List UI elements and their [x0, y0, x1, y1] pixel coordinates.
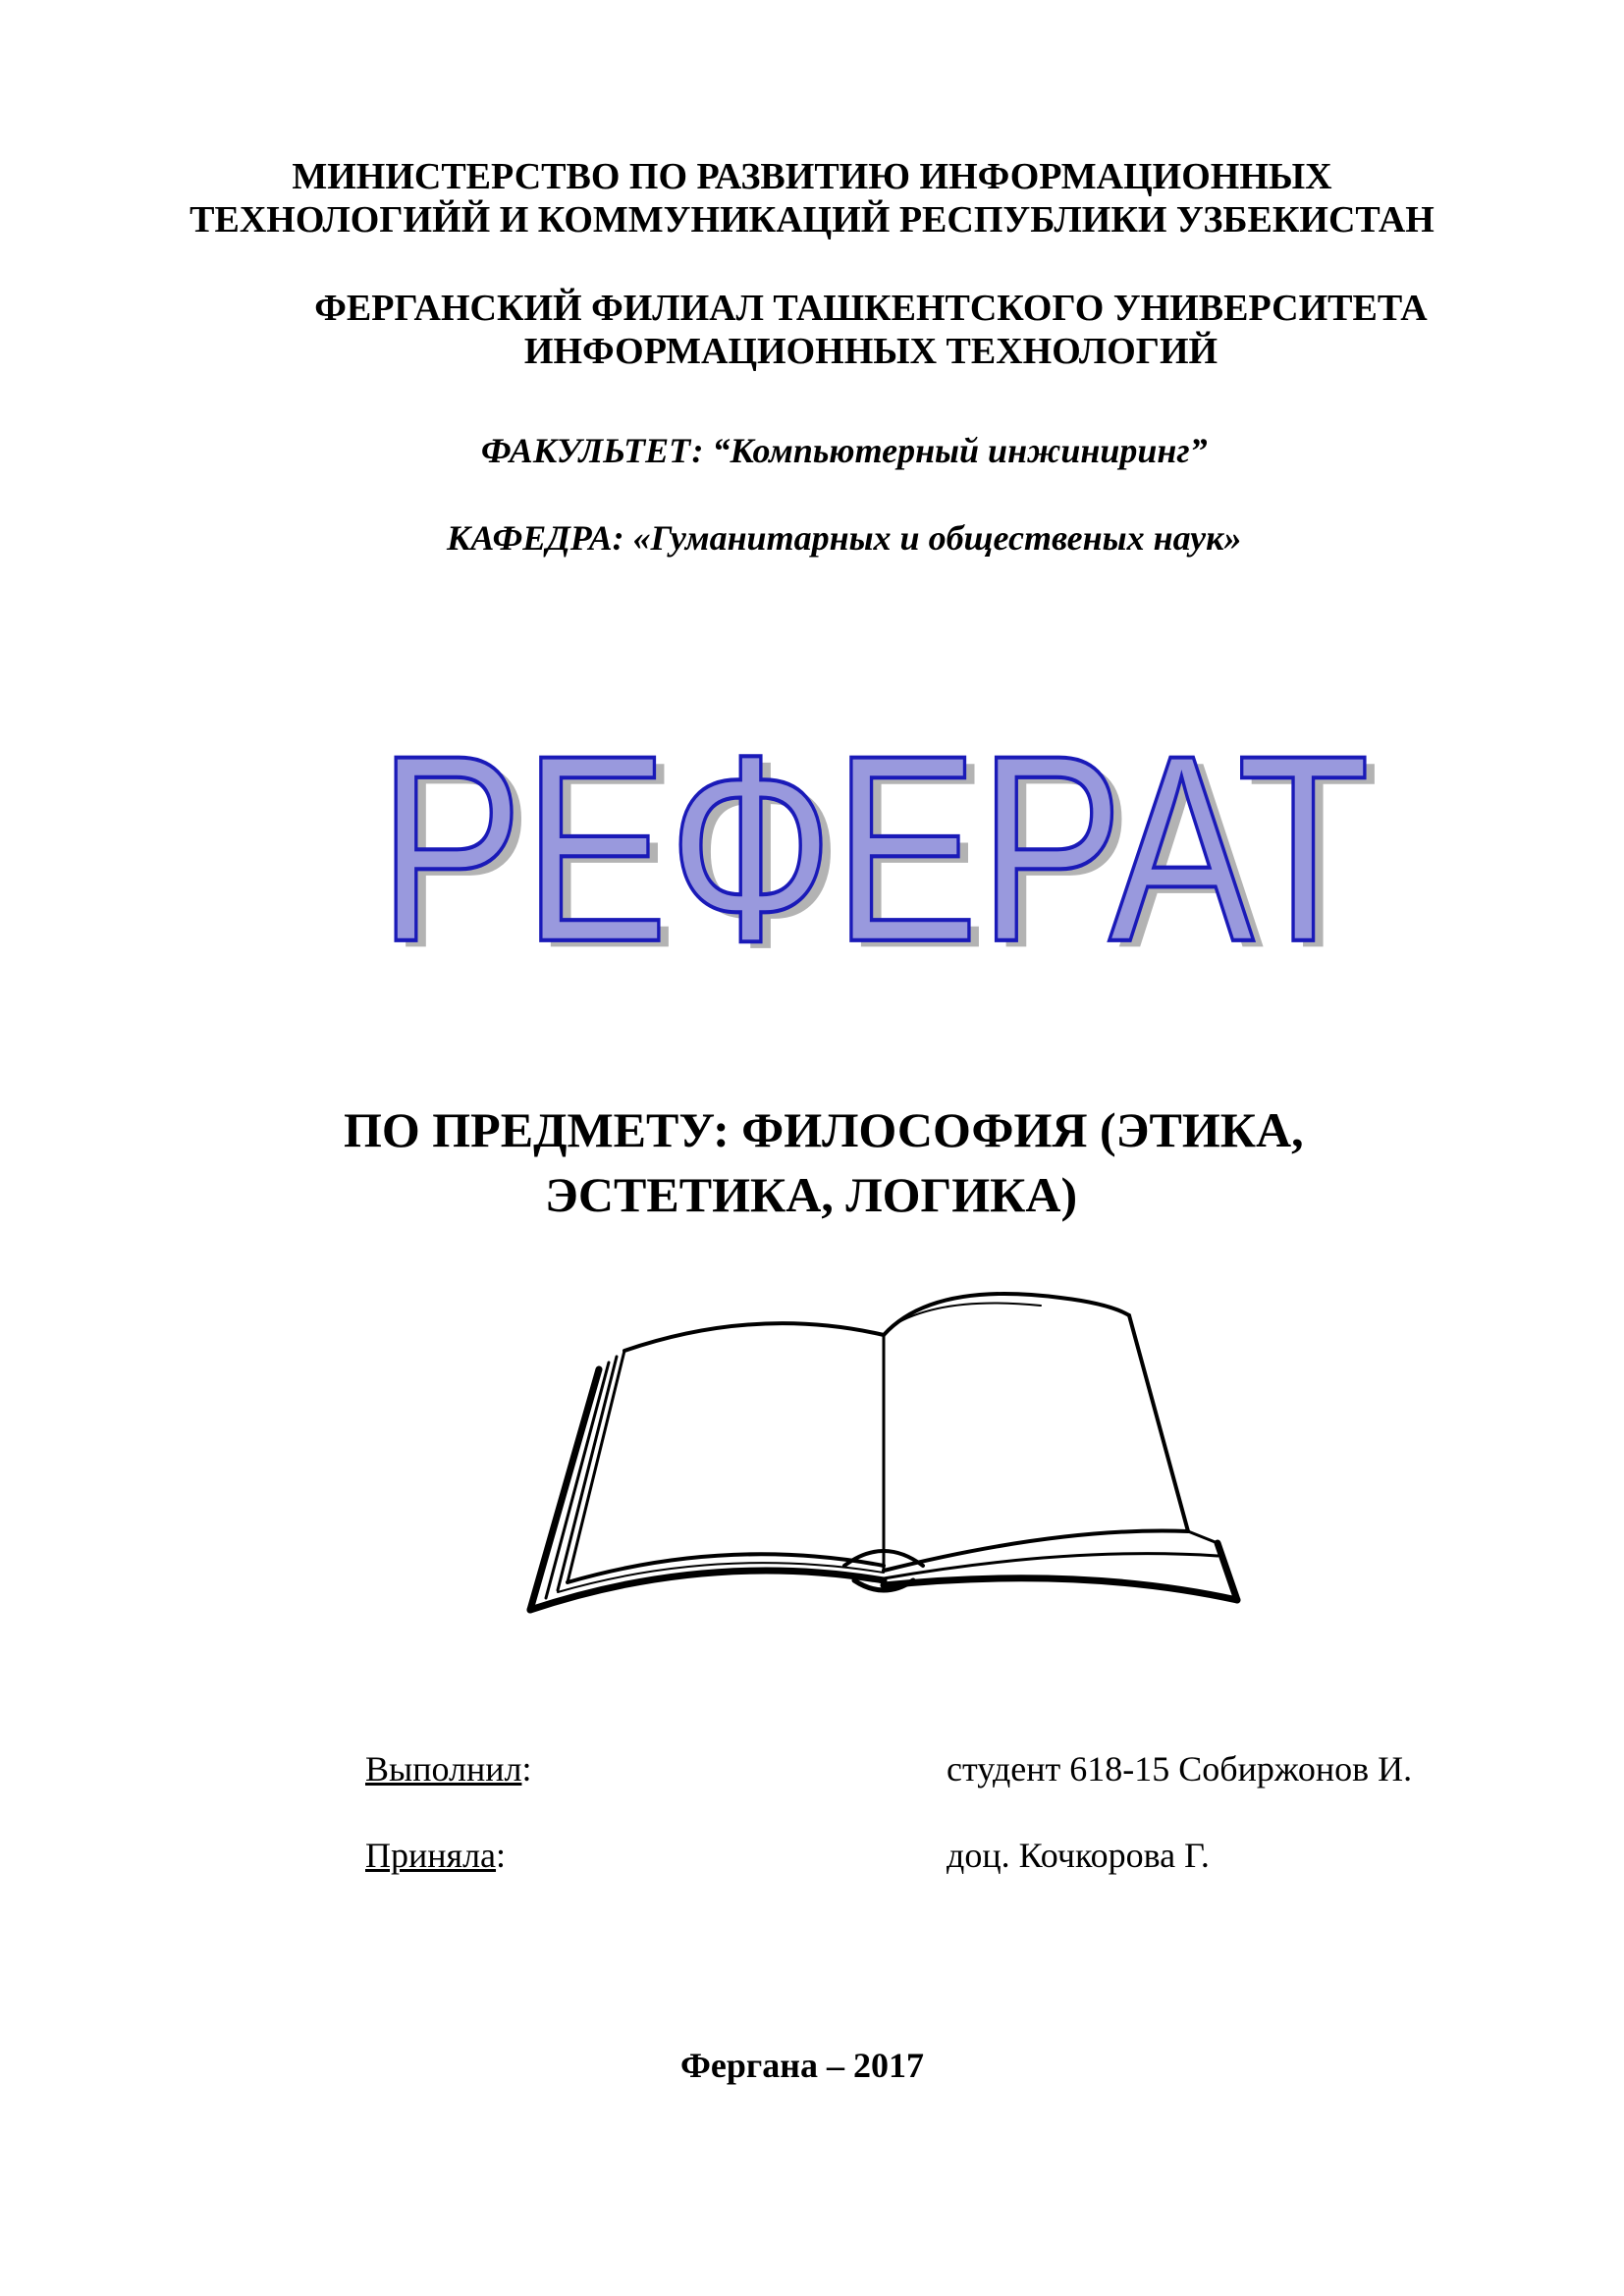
subject-line-1: ПО ПРЕДМЕТУ: ФИЛОСОФИЯ (ЭТИКА, [344, 1102, 1304, 1157]
branch-heading [59, 287, 1624, 373]
author-name: студент 618-15 Собиржонов И. [947, 1749, 1413, 1789]
subject-line-2: ЭСТЕТИКА, ЛОГИКА) [545, 1167, 1078, 1222]
open-book-icon [511, 1286, 1257, 1629]
title-text: РЕФЕРАТ [378, 707, 1371, 982]
chair-line: КАФЕДРА: «Гуманитарных и общественых наук» [447, 518, 1242, 558]
branch-line-2: ИНФОРМАЦИОННЫХ ТЕХНОЛОГИЙ [523, 331, 1218, 372]
role-label: Приняла: [365, 1836, 507, 1875]
subject-heading [344, 1097, 1304, 1227]
faculty-line: ФАКУЛЬТЕТ: “Компьютерный инжиниринг” [481, 431, 1208, 470]
branch-line-1: ФЕРГАНСКИЙ ФИЛИАЛ ТАШКЕНТСКОГО УНИВЕРСИТЕТА [314, 288, 1428, 329]
title-shadow: РЕФЕРАТ [388, 707, 1380, 982]
ministry-line-2: ТЕХНОЛОГИЙЙ И КОММУНИКАЦИЙ РЕСПУБЛИКИ УЗБЕКИСТАН [189, 199, 1435, 240]
role-label: Выполнил: [365, 1749, 532, 1789]
ministry-heading [0, 155, 1624, 241]
reviewer-name: доц. Кочкорова Г. [947, 1836, 1210, 1875]
city-year: Фергана – 2017 [679, 2046, 924, 2085]
ministry-line-1: МИНИСТЕРСТВО ПО РАЗВИТИЮ ИНФОРМАЦИОННЫХ [292, 156, 1332, 197]
title-wordart [363, 707, 1394, 982]
